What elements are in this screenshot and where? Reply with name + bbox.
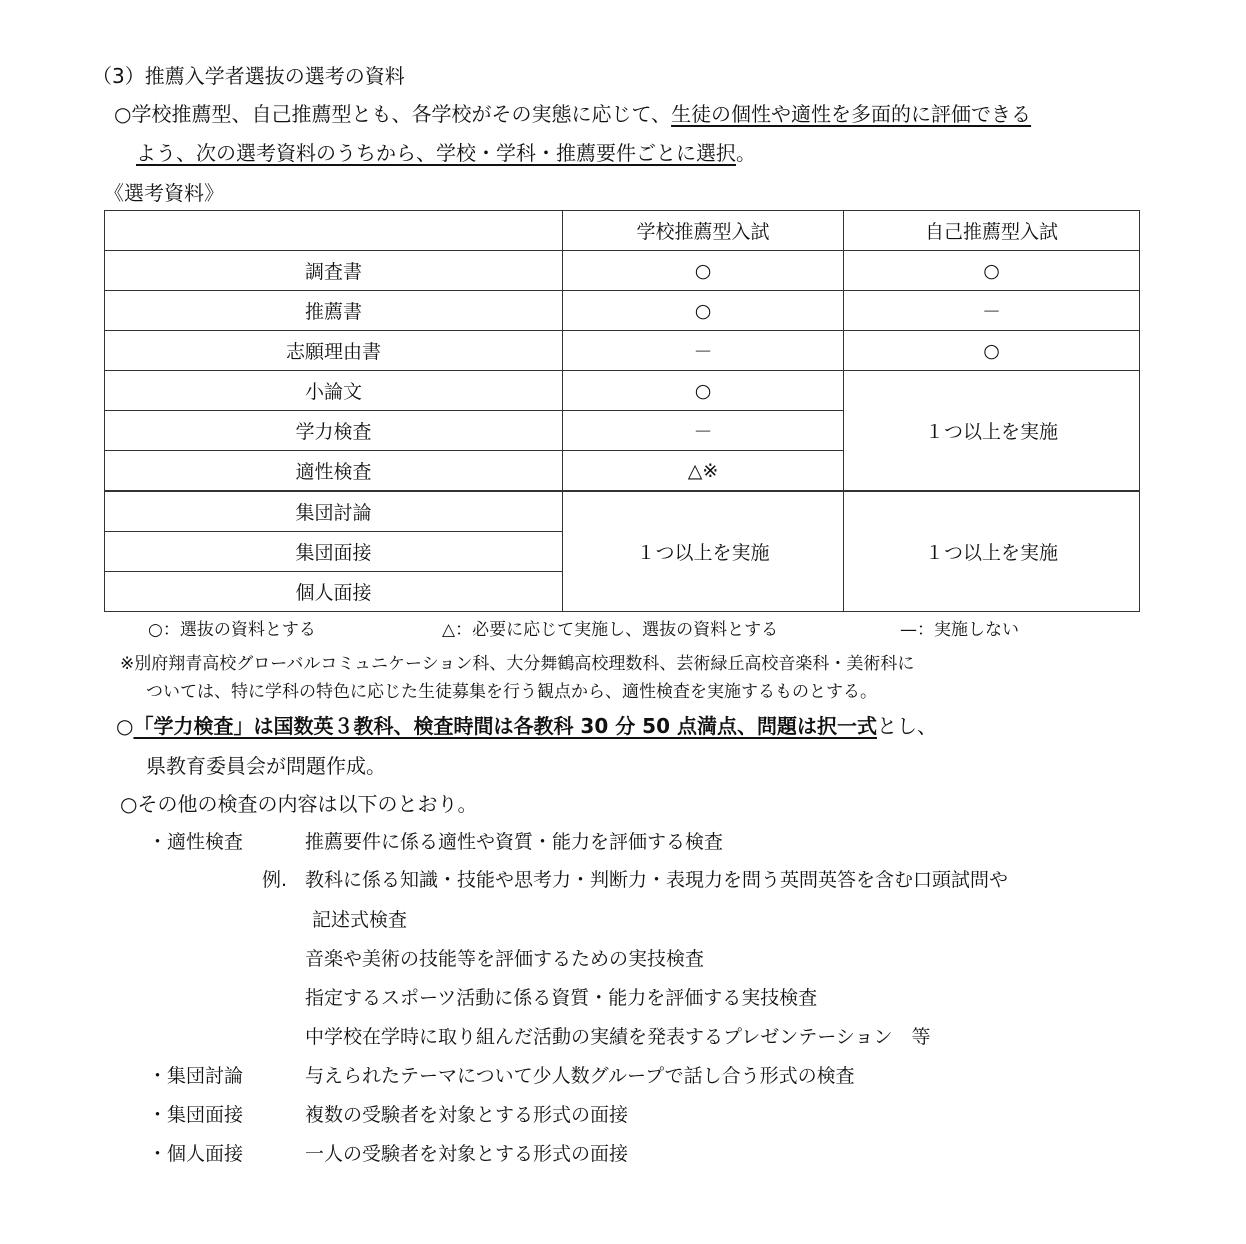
- term-aptitude: ・適性検査: [148, 831, 244, 853]
- term-individual-interview: ・個人面接: [148, 1143, 244, 1165]
- school-cell: －: [563, 411, 844, 451]
- table-row: [105, 291, 1140, 331]
- term-group-interview: ・集団面接: [148, 1104, 244, 1126]
- row-label: 調査書: [105, 251, 563, 291]
- academic-test-line-2: 県教育委員会が問題作成。: [146, 754, 386, 778]
- self-cell: ○: [844, 331, 1140, 371]
- row-label: 個人面接: [105, 572, 563, 612]
- school-cell: ○: [563, 291, 844, 331]
- row-label: 集団討論: [105, 491, 563, 532]
- other-tests-intro: ○その他の検査の内容は以下のとおり。: [120, 792, 478, 816]
- school-cell: －: [563, 331, 844, 371]
- legend-circle: ○：選抜の資料とする: [148, 620, 316, 640]
- note-line-2: ついては、特に学科の特色に応じた生徒募集を行う観点から、適性検査を実施するものとする。: [146, 682, 877, 702]
- school-merged-cell: １つ以上を実施: [563, 491, 844, 612]
- academic-test-emphasis: 「学力検査」は国数英３教科、検査時間は各教科 30 分 50 点満点、問題は択一式: [133, 714, 877, 738]
- desc-group-interview: 複数の受験者を対象とする形式の面接: [305, 1104, 629, 1126]
- bullet-circle: ○: [116, 714, 134, 738]
- legend-dash: —：実施しない: [900, 620, 1019, 640]
- table-row: [105, 371, 1140, 411]
- row-label: 小論文: [105, 371, 563, 411]
- legend-triangle: △：必要に応じて実施し、選抜の資料とする: [442, 620, 779, 640]
- example-2: 音楽や美術の技能等を評価するための実技検査: [305, 948, 705, 970]
- school-cell: △※: [563, 451, 844, 492]
- note-line-1: ※別府翔青高校グローバルコミュニケーション科、大分舞鶴高校理数科、芸術緑丘高校音楽科・美術科に: [120, 654, 915, 674]
- intro-line-2: [136, 143, 756, 163]
- term-group-discussion: ・集団討論: [148, 1065, 244, 1087]
- self-merged-cell: １つ以上を実施: [844, 491, 1140, 612]
- academic-test-line-1: [116, 716, 937, 736]
- intro-line-1: [114, 104, 1031, 124]
- school-cell: ○: [563, 251, 844, 291]
- intro-text: ○学校推薦型、自己推薦型とも、各学校がその実態に応じて、: [114, 102, 672, 126]
- section-heading: （3）推薦入学者選抜の選考の資料: [92, 64, 405, 88]
- intro-emphasis: 生徒の個性や適性を多面的に評価できる: [671, 102, 1032, 126]
- table-row: [105, 491, 1140, 532]
- desc-aptitude: 推薦要件に係る適性や資質・能力を評価する検査: [305, 831, 724, 853]
- row-label: 志願理由書: [105, 331, 563, 371]
- header-school-recommendation: 学校推薦型入試: [563, 211, 844, 251]
- example-1-cont: 記述式検査: [312, 909, 408, 931]
- table-row: [105, 331, 1140, 371]
- desc-group-discussion: 与えられたテーマについて少人数グループで話し合う形式の検査: [305, 1065, 855, 1087]
- row-label: 推薦書: [105, 291, 563, 331]
- table-title: 《選考資料》: [104, 181, 224, 205]
- table-row: [105, 251, 1140, 291]
- intro-emphasis-cont: よう、次の選考資料のうちから、学校・学科・推薦要件ごとに選択: [136, 141, 736, 165]
- self-cell: －: [844, 291, 1140, 331]
- intro-end: 。: [736, 141, 756, 165]
- self-merged-cell: １つ以上を実施: [844, 371, 1140, 492]
- school-cell: ○: [563, 371, 844, 411]
- self-cell: ○: [844, 251, 1140, 291]
- selection-materials-table: [104, 210, 1140, 612]
- desc-individual-interview: 一人の受験者を対象とする形式の面接: [305, 1143, 629, 1165]
- row-label: 学力検査: [105, 411, 563, 451]
- header-self-recommendation: 自己推薦型入試: [844, 211, 1140, 251]
- academic-test-suffix: とし、: [876, 714, 937, 738]
- table-header-row: [105, 211, 1140, 251]
- row-label: 適性検査: [105, 451, 563, 492]
- example-label: 例.: [262, 869, 288, 891]
- row-label: 集団面接: [105, 532, 563, 572]
- example-3: 指定するスポーツ活動に係る資質・能力を評価する実技検査: [305, 987, 818, 1009]
- header-blank: [105, 211, 563, 251]
- example-4: 中学校在学時に取り組んだ活動の実績を発表するプレゼンテーション 等: [305, 1026, 931, 1048]
- example-1: 教科に係る知識・技能や思考力・判断力・表現力を問う英問英答を含む口頭試問や: [305, 869, 1009, 891]
